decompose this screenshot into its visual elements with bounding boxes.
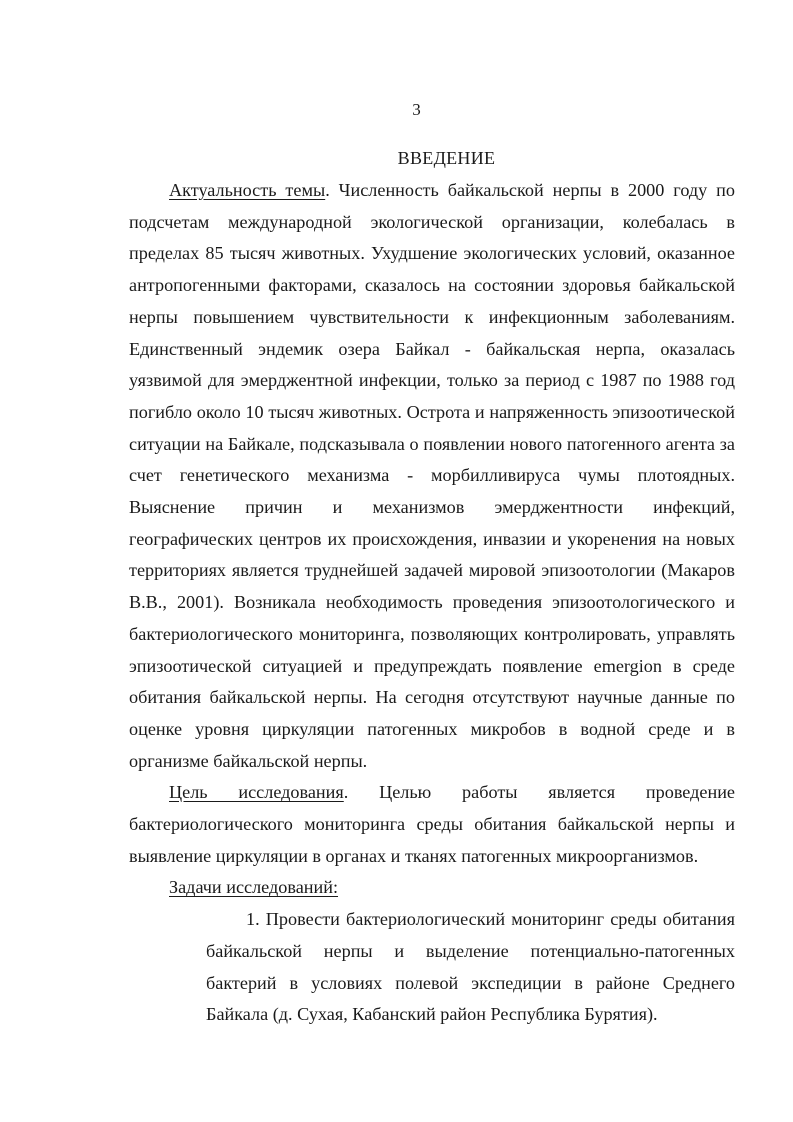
task-text: Провести бактериологический мониторинг среды обитания байкальской нерпы и выделение потенциально-патогенных бактерий в условиях полевой экспедиции в районе Среднего Байкала (д. Сухая, Кабанский район Республика Бурятия). bbox=[206, 909, 736, 1025]
list-item bbox=[206, 904, 735, 1031]
relevance-label: Актуальность темы bbox=[169, 180, 326, 200]
tasks-label: Задачи исследований: bbox=[169, 877, 339, 898]
tasks-heading bbox=[129, 872, 735, 904]
task-number: 1. bbox=[246, 909, 260, 930]
goal-paragraph bbox=[129, 777, 735, 872]
relevance-text: . Численность байкальской нерпы в 2000 году по подсчетам международной экологической организации, колебалась в пределах 85 тысяч животных. Ухудшение экологических условий, оказанное антропогенными факторами, сказалось на состоянии здоровья байкальской нерпы повышением чувствительности к инфекционным заболеваниям. Единственный эндемик озера Байкал - байкальская нерпа, оказалась уязвимой для эмерджентной инфекции, только за период с 1987 по 1988 год погибло около 10 тысяч животных. Острота и напряженность эпизоотической ситуации на Байкале, подсказывала о появлении нового патогенного агента за счет генетического механизма - морбилливируса чумы плотоядных. Выяснение причин и механизмов эмерджентности инфекций, географических центров их происхождения, инвазии и укоренения на новых территориях является труднейшей задачей мировой эпизоотологии (Макаров В.В., 2001). Возникала необходимость проведения эпизоотологического и бактериологического мониторинга, позволяющих контролировать, управлять эпизоотической ситуацией и предупреждать появление emergion в среде обитания байкальской нерпы. На сегодня отсутствуют научные данные по оценке уровня циркуляции патогенных микробов в водной среде и в организме байкальской нерпы. bbox=[129, 180, 735, 771]
goal-label: Цель исследования bbox=[169, 782, 344, 803]
relevance-paragraph bbox=[129, 175, 735, 777]
page-number: 3 bbox=[412, 100, 421, 119]
document-body bbox=[129, 175, 735, 1031]
task-list bbox=[129, 904, 735, 1031]
section-heading: ВВЕДЕНИЕ bbox=[397, 148, 496, 168]
goal-text: . Целью работы является проведение бактериологического мониторинга среды обитания байкальской нерпы и выявление циркуляции в органах и тканях патогенных микроорганизмов. bbox=[129, 782, 736, 866]
